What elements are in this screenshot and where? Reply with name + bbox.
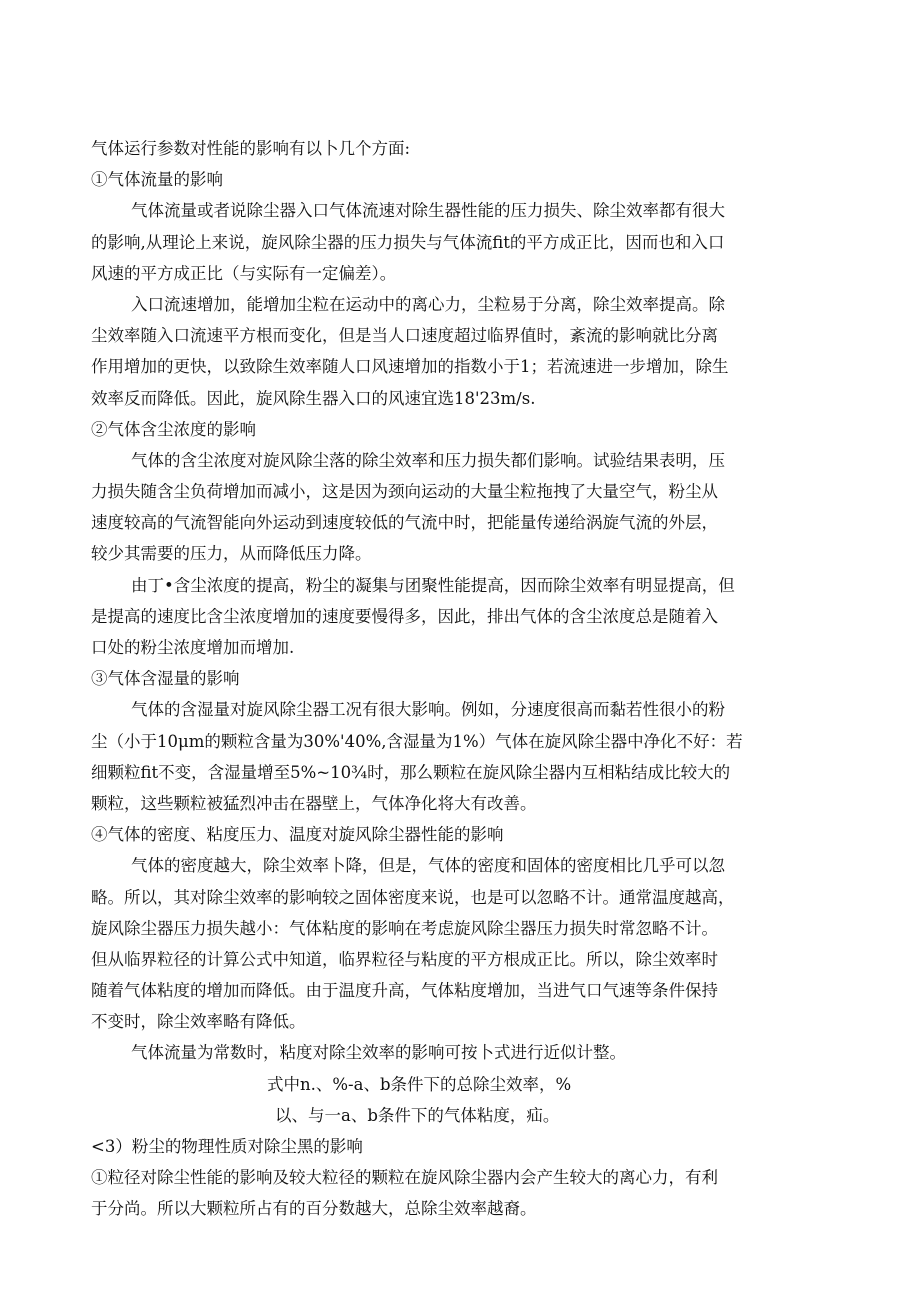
section-heading-dust-properties: <3）粉尘的物理性质对除尘黑的影响 bbox=[91, 1137, 363, 1156]
paragraph-line: 旋风除尘器压力损失越小：气体粘度的影响在考虑旋风除尘器压力损失时常忽略不计。 bbox=[91, 918, 718, 938]
subsection-heading-dust-concentration: ②气体含尘浓度的影响 bbox=[91, 419, 256, 439]
formula-legend-line: 式中n.、%-a、b条件下的总除尘效率，% bbox=[267, 1074, 572, 1094]
subsection-heading-density-viscosity: ④气体的密度、粘度压力、温度对旋风除尘器性能的影响 bbox=[91, 825, 504, 845]
paragraph-line: 气体流量或者说除尘器入口气体流速对除生器性能的压力损失、除尘效率都有很大 bbox=[131, 201, 725, 221]
document-body bbox=[91, 133, 841, 1225]
paragraph-line: 较少其需要的压力，从而降低压力降。 bbox=[91, 544, 372, 564]
paragraph-line: 是提高的速度比含尘浓度增加的速度要慢得多，因此，排出气体的含尘浓度总是随着入 bbox=[91, 606, 718, 626]
section-intro-heading: 气体运行参数对性能的影响有以卜几个方面: bbox=[91, 139, 411, 158]
paragraph-line: 入口流速增加，能增加尘粒在运动中的离心力，尘粒易于分离，除尘效率提高。除 bbox=[131, 294, 725, 314]
paragraph-line: 口处的粉尘浓度增加而增加. bbox=[91, 638, 295, 657]
paragraph-line: 随着气体粘度的增加而降低。由于温度升高，气体粘度增加，当进气口气速等条件保持 bbox=[91, 981, 718, 1001]
paragraph-line: 尘效率随入口流速平方根而变化，但是当人口速度超过临界值时，紊流的影响就比分离 bbox=[91, 326, 718, 346]
paragraph-line: 气体的密度越大，除尘效率卜降，但是，气体的密度和固体的密度相比几乎可以忽 bbox=[131, 856, 725, 876]
paragraph-line: 风速的平方成正比（与实际有一定偏差）。 bbox=[91, 263, 397, 283]
paragraph-line: 的影响,从理论上来说，旋风除尘器的压力损失与气体流fit的平方成正比，因而也和入口 bbox=[91, 232, 725, 252]
paragraph-line: 作用增加的更快，以致除生效率随人口风速增加的指数小于1；若流速进一步增加，除生 bbox=[91, 357, 729, 377]
formula-legend-line: 以、与一a、b条件下的气体粘度，疝。 bbox=[275, 1105, 560, 1125]
paragraph-line: 不变时，除尘效率略有降低。 bbox=[91, 1012, 306, 1032]
paragraph-line: 但从临界粒径的计算公式中知道，临界粒径与粘度的平方根成正比。所以，除尘效率时 bbox=[91, 949, 718, 969]
paragraph-line: 尘（小于10μm的颗粒含量为30%'40%,含湿量为1%）气体在旋风除尘器中净化不好：若 bbox=[91, 731, 743, 751]
paragraph-line: 效率反而降低。因此，旋风除生器入口的风速宜选18'23m∕s. bbox=[91, 388, 536, 408]
paragraph-line: 力损失随含尘负荷增加而减小，这是因为颈向运动的大量尘粒拖拽了大量空气，粉尘从 bbox=[91, 482, 718, 502]
paragraph-line: 由丁•含尘浓度的提高，粉尘的凝集与团聚性能提高，因而除尘效率有明显提高，但 bbox=[131, 575, 735, 595]
paragraph-line: 略。所以，其对除尘效率的影响较之固体密度来说，也是可以忽略不计。通常温度越高， bbox=[91, 887, 735, 907]
paragraph-line: 颗粒，这些颗粒被猛烈冲击在器壁上，气体净化将大有改善。 bbox=[91, 793, 537, 813]
paragraph-line: 于分尚。所以大颗粒所占有的百分数越大，总除尘效率越裔。 bbox=[91, 1199, 537, 1219]
subsection-heading-humidity: ③气体含湿量的影响 bbox=[91, 669, 240, 689]
paragraph-line: ①粒径对除尘性能的影响及较大粒径的颗粒在旋风除尘器内会产生较大的离心力，有利 bbox=[91, 1168, 718, 1188]
paragraph-line: 气体流量为常数时，粘度对除尘效率的影响可按卜式进行近似计整。 bbox=[131, 1043, 626, 1063]
paragraph-line: 细颗粒fit不变，含湿量增至5%~10¾时，那么颗粒在旋风除尘器内互相粘结成比较大的 bbox=[91, 762, 731, 782]
paragraph-line: 气体的含尘浓度对旋风除尘落的除尘效率和压力损失都们影响。试验结果表明，压 bbox=[131, 450, 725, 470]
paragraph-line: 气体的含湿量对旋风除尘器工况有很大影响。例如，分速度很高而黏若性很小的粉 bbox=[131, 700, 725, 720]
subsection-heading-gas-flow: ①气体流量的影响 bbox=[91, 170, 223, 190]
paragraph-line: 速度较高的气流智能向外运动到速度较低的气流中时，把能量传递给涡旋气流的外层， bbox=[91, 513, 718, 533]
